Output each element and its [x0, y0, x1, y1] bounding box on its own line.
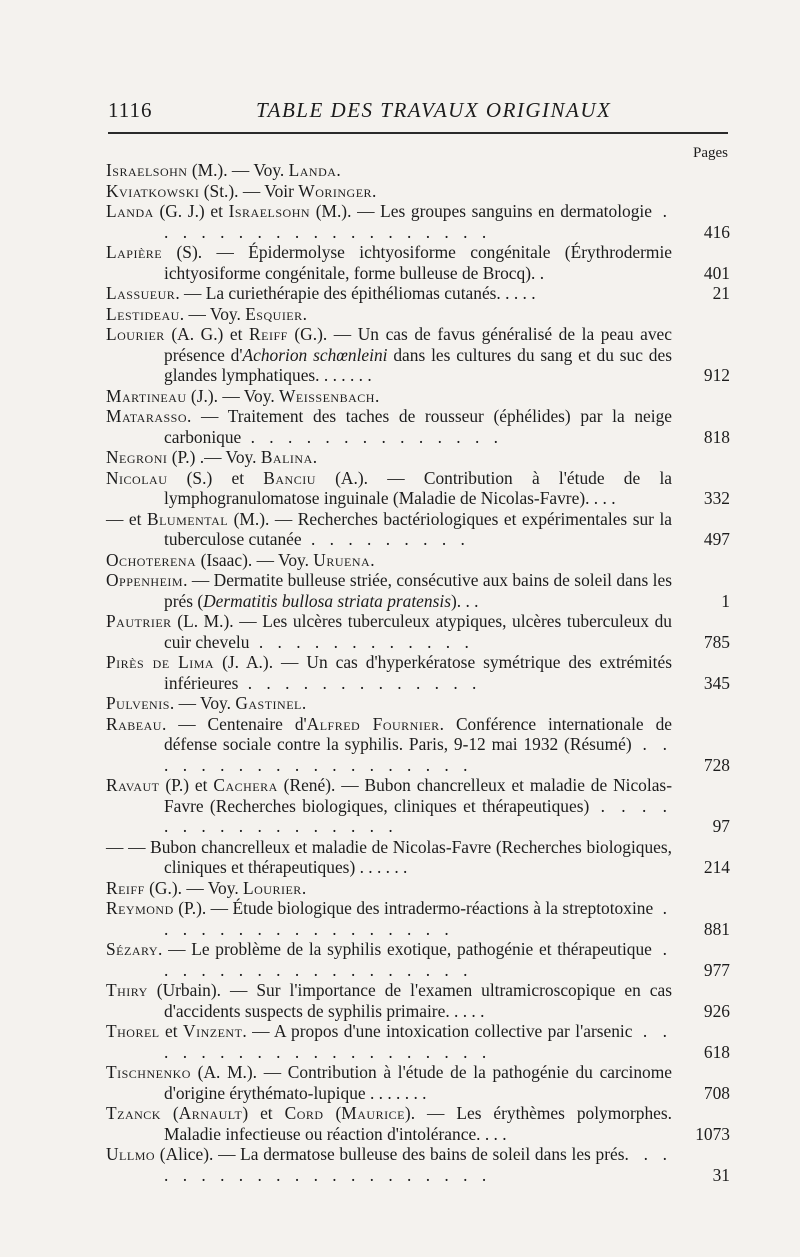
entry-text: .	[372, 180, 377, 201]
author-name: Oppenheim	[106, 570, 184, 590]
page-reference: 618	[703, 1041, 730, 1062]
entry-text: (L. M.). — Les ulcères tuberculeux atypiques, ulcères tuberculeux du cuir chevelu	[164, 611, 672, 652]
author-name: Landa	[288, 160, 337, 180]
entry-text: (P.) .— Voy.	[167, 447, 261, 467]
author-name: Cord	[284, 1103, 324, 1123]
author-name: Vinzent	[183, 1021, 243, 1041]
index-entry	[106, 1021, 730, 1062]
entry-text: (J. A.). — Un cas d'hyperkératose symétrique des extrémités inférieures	[164, 652, 672, 693]
author-name: Matarasso	[106, 406, 188, 426]
entry-text: . — Traitement des taches de rousseur (éphélides) par la neige carbonique	[164, 406, 672, 447]
entry-text: (Urbain). — Sur l'importance de l'examen ultramicroscopique en cas d'accidents suspects de syphilis primaire. . . . .	[147, 980, 672, 1021]
index-entry	[106, 406, 730, 447]
author-name: Pulvenis	[106, 693, 170, 713]
author-name: Pautrier	[106, 611, 172, 631]
author-name: Tischnenko	[106, 1062, 191, 1082]
entry-text: dans les cultures du sang et du suc des glandes lymphatiques. . . . . . .	[164, 344, 672, 385]
index-entries	[106, 160, 730, 1185]
entry-text: (Alice). — La dermatose bulleuse des bains de soleil dans les prés	[155, 1144, 625, 1164]
entry-text: (G.). — Voy.	[144, 877, 244, 898]
author-name: Negroni	[106, 447, 168, 467]
entry-text: . — La curiethérapie des épithéliomas cutanés. . . . .	[175, 283, 536, 303]
leader-dots: . . . . . . . . . . . .	[249, 631, 474, 652]
index-entry	[106, 242, 730, 283]
entry-text: et	[159, 1021, 184, 1041]
page-reference: 21	[712, 283, 730, 303]
author-name: Sézary	[106, 939, 159, 959]
index-entry	[106, 160, 730, 181]
index-entry	[106, 468, 730, 509]
leader-dots: . . . . . . . . . . . . .	[238, 672, 482, 693]
entry-text: (P.) et	[159, 775, 214, 795]
page-reference: 1	[721, 590, 730, 611]
page-reference: 497	[703, 529, 730, 549]
entry-text: (A. M.). — Contribution à l'étude de la pathogénie du carcinome d'origine érythémato-lupique . . . . . . .	[164, 1062, 672, 1103]
entry-text: (M.). — Les groupes sanguins en dermatologie	[310, 201, 652, 221]
author-name: Balina	[260, 447, 313, 467]
author-name: Reymond	[106, 898, 174, 918]
entry-text: (S). — Épidermolyse ichtyosiforme congénitale (Érythrodermie ichtyosiforme congénitale, forme bulleuse de Brocq). .	[162, 242, 672, 283]
author-name: Ravaut	[106, 775, 160, 795]
author-name: Alfred Fournier	[306, 713, 440, 734]
pages-column-label: Pages	[693, 145, 728, 161]
index-entry	[106, 1103, 730, 1144]
entry-text: (St.). — Voir	[199, 180, 299, 201]
entry-text: (G.). — Un cas de favus généralisé de la peau avec présence d'	[164, 324, 672, 365]
index-entry	[106, 837, 730, 878]
page-reference: 818	[703, 426, 730, 447]
leader-dots: . . . . . . . . . . . . . . . . .	[164, 795, 673, 836]
entry-text: (A. G.) et	[164, 324, 250, 344]
page-number: 1116	[108, 98, 153, 122]
author-name: Gastinel	[235, 693, 302, 713]
author-name: Weissenbach	[279, 385, 375, 406]
leader-dots: . . . . . . . . . . . . . . . . . . . . .	[164, 1144, 672, 1185]
author-name: Pirès de Lima	[106, 652, 215, 672]
index-entry	[106, 570, 730, 611]
leader-dots: . . . . . . . . . . . . . . . . .	[164, 898, 672, 939]
page-reference: 881	[703, 918, 730, 939]
leader-dots: . . . . . . . . . . . . . . . . . . . .	[164, 1021, 673, 1062]
entry-text: . — Le problème de la syphilis exotique, pathogénie et thérapeutique	[158, 939, 652, 959]
entry-text: (M.). — Voy.	[187, 160, 289, 180]
index-entry	[106, 898, 730, 939]
author-name: Arnault	[178, 1103, 243, 1123]
entry-text: .	[370, 549, 375, 570]
author-name: Esquier	[245, 303, 303, 324]
page-reference: 97	[712, 816, 730, 836]
author-name: Uruena	[313, 549, 371, 570]
index-entry	[106, 775, 730, 837]
entry-text: (Isaac). — Voy.	[196, 549, 314, 570]
entry-text: ). — Les érythèmes polymorphes. Maladie infectieuse ou réaction d'intolérance. . . .	[164, 1103, 672, 1144]
author-name: Lourier	[106, 324, 165, 344]
entry-text: .	[301, 877, 307, 898]
author-name: Reiff	[106, 877, 145, 898]
page-reference: 785	[703, 631, 730, 652]
index-entry	[106, 878, 730, 899]
entry-text: (J.). — Voy.	[186, 385, 280, 406]
entry-text: . — Centenaire d'	[161, 713, 307, 734]
entry-text: ). . .	[450, 590, 479, 611]
index-entry	[106, 447, 730, 468]
entry-text: (	[323, 1103, 342, 1123]
index-entry	[106, 324, 730, 386]
index-entry	[106, 652, 730, 693]
index-entry	[106, 980, 730, 1021]
page-reference: 728	[703, 754, 730, 775]
leader-dots: . . . . . . . . . . . . . . . . . .	[164, 939, 672, 980]
author-name: Banciu	[263, 467, 316, 488]
author-name: Israelsohn	[228, 201, 311, 221]
running-title: TABLE DES TRAVAUX ORIGINAUX	[256, 98, 612, 122]
entry-text: (M.). — Recherches bactériologiques et expérimentales sur la tuberculose cutanée	[164, 508, 673, 549]
entry-text: ) et	[242, 1103, 285, 1123]
entry-text: — et	[106, 508, 147, 529]
index-entry	[106, 1062, 730, 1103]
entry-text: (A.). — Contribution à l'étude de la lymphogranulomatose inguinale (Maladie de Nicolas-Favre). . . .	[164, 467, 673, 508]
author-name: Ullmo	[106, 1144, 156, 1164]
index-entry	[106, 304, 730, 325]
entry-text: . Conférence internationale de défense sociale contre la syphilis. Paris, 9-12 mai 1932 (Résumé)	[164, 713, 673, 754]
page-reference: 401	[703, 262, 730, 283]
author-name: Woringer	[298, 180, 373, 201]
index-entry	[106, 693, 730, 714]
index-entry	[106, 550, 730, 571]
page-reference: 912	[703, 365, 730, 385]
author-name: Thiry	[106, 980, 148, 1000]
italic-term: Dermatitis bullosa striata pratensis	[203, 590, 451, 611]
italic-term: Achorion schœnleini	[242, 344, 388, 365]
author-name: Lassueur	[106, 283, 176, 303]
entry-text: .	[336, 160, 341, 180]
author-name: Ochoterena	[106, 549, 197, 570]
entry-text: (	[160, 1103, 179, 1123]
author-name: Tzanck	[106, 1103, 161, 1123]
author-name: Cachera	[213, 775, 278, 795]
author-name: Lourier	[243, 877, 302, 898]
author-name: Reiff	[249, 324, 288, 344]
entry-text: . — Voy.	[179, 303, 246, 324]
index-entry	[106, 611, 730, 652]
page-reference: 708	[703, 1082, 730, 1103]
author-name: Thorel	[106, 1021, 160, 1041]
entry-text: (P.). — Étude biologique des intradermo-réactions à la streptotoxine	[173, 898, 654, 918]
author-name: Blumental	[146, 508, 229, 529]
author-name: Kviatkowski	[106, 180, 200, 201]
header-rule	[108, 132, 728, 134]
index-entry	[106, 939, 730, 980]
index-entry	[106, 714, 730, 776]
entry-text: .	[374, 385, 380, 406]
page-reference: 416	[703, 221, 730, 242]
entry-text: . — Dermatite bulleuse striée, consécutive aux bains de soleil dans les prés (	[164, 570, 672, 611]
author-name: Landa	[106, 201, 154, 221]
leader-dots: . . . . . . . . . . . . . . . . . . .	[164, 201, 672, 242]
author-name: Lestideau	[106, 303, 180, 324]
page-reference: 1073	[695, 1123, 730, 1144]
page-reference: 977	[703, 959, 730, 980]
index-entry	[106, 283, 730, 304]
entry-text: (G. J.) et	[153, 201, 229, 221]
page-reference: 214	[703, 857, 730, 877]
index-entry	[106, 386, 730, 407]
leader-dots: . . . . . . . . . . . . . . . . . . .	[164, 734, 672, 775]
index-entry	[106, 181, 730, 202]
page-reference: 332	[703, 488, 730, 508]
author-name: Maurice	[341, 1103, 405, 1123]
entry-text: .	[301, 693, 307, 713]
author-name: Martineau	[106, 385, 187, 406]
index-entry	[106, 201, 730, 242]
entry-text: . — Voy.	[169, 693, 236, 713]
author-name: Israelsohn	[106, 160, 188, 180]
author-name: Lapière	[106, 242, 163, 262]
entry-text: — — Bubon chancrelleux et maladie de Nicolas-Favre (Recherches biologiques, cliniques et thérapeutiques) . . . . . .	[106, 836, 672, 877]
index-entry	[106, 509, 730, 550]
index-entry	[106, 1144, 730, 1185]
page-reference: 926	[703, 1000, 730, 1021]
entry-text: (S.) et	[167, 467, 264, 488]
page-reference: 345	[703, 672, 730, 693]
leader-dots: . . . . . . . . . . . . . .	[241, 426, 503, 447]
author-name: Rabeau	[106, 713, 162, 734]
leader-dots: . . . . . . . . .	[301, 529, 470, 549]
entry-text: .	[302, 303, 308, 324]
entry-text: . — A propos d'une intoxication collective par l'arsenic	[242, 1021, 633, 1041]
page-reference: 31	[712, 1164, 730, 1185]
entry-text: .	[312, 447, 318, 467]
author-name: Nicolau	[106, 467, 168, 488]
entry-text: (René). — Bubon chancrelleux et maladie de Nicolas-Favre (Recherches biologiques, cliniques et thérapeutiques)	[164, 775, 672, 816]
